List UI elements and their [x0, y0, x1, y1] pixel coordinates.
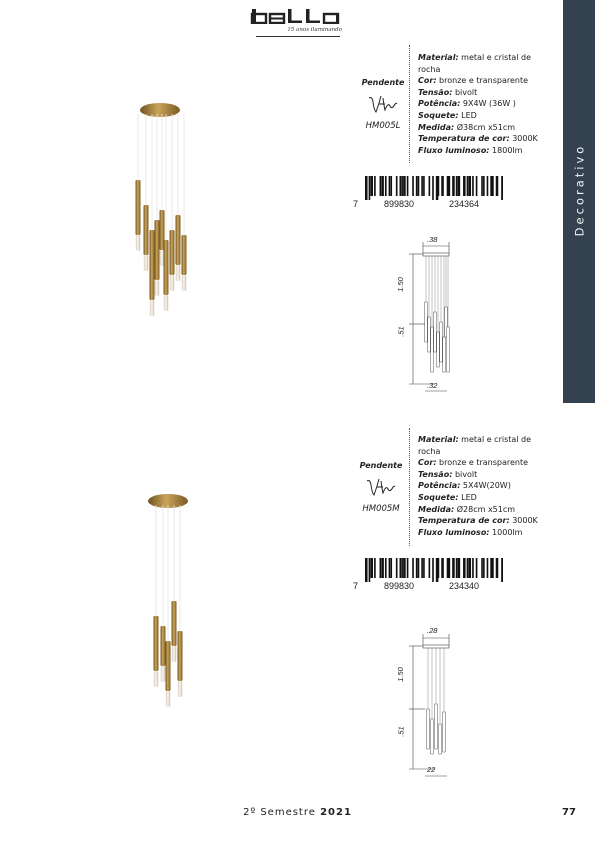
spec-value: 5X4W(20W) — [460, 481, 511, 491]
drawing-canopy — [423, 253, 449, 256]
drawing-tube — [443, 337, 446, 372]
lamp-tube — [176, 215, 181, 265]
barcode-bar — [441, 558, 444, 578]
spec-value: Ø28cm x51cm — [454, 504, 516, 514]
barcode-bar — [456, 176, 458, 196]
divider-dotted — [409, 45, 410, 163]
spec-key: Tensão: — [418, 469, 453, 479]
spec-value: 3000K — [509, 134, 538, 144]
barcode-last-digits: 234340 — [449, 581, 480, 591]
spec-list-hm005m — [418, 434, 553, 538]
bella-logo-mark — [250, 8, 346, 24]
barcode-bar — [385, 176, 387, 196]
spec-value: Ø38cm x51cm — [454, 122, 516, 132]
spec-value: 9X4W (36W ) — [460, 99, 516, 109]
barcode-hm005l — [353, 176, 503, 216]
lamp-tube — [150, 230, 155, 300]
product-code: HM005L — [365, 121, 401, 131]
barcode-bar — [469, 176, 472, 196]
spec-key: Potência: — [418, 481, 461, 491]
barcode-bar — [452, 176, 455, 196]
product-photo-hm005m — [108, 486, 228, 726]
barcode-bar — [501, 176, 503, 200]
spec-row — [418, 515, 553, 527]
barcode-bar — [369, 176, 371, 200]
barcode-bars — [365, 558, 503, 582]
product-label-hm005l — [358, 78, 408, 138]
spec-row — [418, 122, 553, 134]
barcode-bar — [380, 558, 382, 578]
barcode-bar — [441, 176, 444, 196]
dim-total-height: 1.50 — [395, 667, 405, 682]
spec-row — [418, 98, 553, 110]
drawing-tube — [439, 724, 442, 754]
barcode-bar — [416, 558, 418, 578]
barcode-bar — [432, 176, 434, 200]
spec-key: Soquete: — [418, 110, 459, 120]
barcode-bar — [438, 558, 440, 578]
barcode-bar — [403, 176, 406, 196]
footer-year: 2021 — [320, 807, 352, 818]
barcode-bar — [412, 558, 414, 578]
lamp-crystal — [176, 265, 180, 281]
lamp-tube — [144, 205, 149, 255]
lamp-tube — [178, 631, 183, 681]
barcode-bar — [412, 176, 414, 196]
barcode-last-digits: 234364 — [449, 199, 480, 209]
drawing-tube — [447, 327, 450, 372]
spec-value: bronze e transparente — [436, 458, 529, 468]
drawing-tube — [431, 719, 434, 754]
drawing-tube — [428, 317, 431, 352]
barcode-bar — [496, 176, 499, 196]
spec-row — [418, 457, 553, 469]
barcode-first-digit: 7 — [353, 199, 359, 209]
dimension-drawing-hm005l — [395, 232, 475, 392]
barcode-bar — [403, 558, 406, 578]
spec-row — [418, 504, 553, 516]
barcode-bar — [476, 176, 478, 196]
barcode-bar — [463, 558, 466, 578]
barcode-bars — [365, 176, 503, 200]
barcode-bar — [374, 176, 376, 196]
dim-bottom-width: .32 — [427, 381, 438, 390]
barcode-bar — [389, 558, 391, 578]
drawing-tube — [434, 312, 437, 352]
spec-row — [418, 527, 553, 539]
barcode-bar — [449, 176, 451, 196]
barcode-bar — [423, 176, 425, 196]
barcode-hm005m — [353, 558, 503, 598]
barcode-bar — [458, 176, 461, 196]
barcode-bar — [385, 558, 387, 578]
barcode-bar — [432, 558, 434, 582]
barcode-bar — [467, 558, 469, 578]
barcode-bar — [407, 176, 409, 196]
footer-semester-prefix: 2º Semestre — [243, 807, 321, 818]
drawing-tube — [435, 704, 438, 749]
barcode-bar — [487, 558, 489, 578]
footer-semester — [0, 807, 595, 818]
barcode-bar — [469, 558, 472, 578]
spec-key: Temperatura de cor: — [418, 134, 510, 144]
spec-key: Temperatura de cor: — [418, 516, 510, 526]
spec-value: LED — [458, 492, 477, 502]
lamp-tube — [172, 601, 177, 646]
barcode-bar — [421, 176, 423, 196]
dim-bottom-width: 22 — [427, 765, 436, 774]
barcode-bar — [390, 558, 392, 578]
spec-row — [418, 145, 553, 157]
spec-row — [418, 52, 553, 75]
lamp-crystal — [144, 255, 148, 271]
barcode-bar — [418, 558, 420, 578]
pendant-lamp-image — [100, 95, 220, 345]
spec-value: bivolt — [452, 87, 478, 97]
spec-row — [418, 87, 553, 99]
spec-row — [418, 75, 553, 87]
drawing-tube — [425, 302, 428, 342]
barcode-bar — [487, 176, 489, 196]
category-label-wrap — [563, 110, 595, 270]
barcode-bar — [452, 558, 455, 578]
lamp-crystal — [136, 235, 140, 251]
product-photo-hm005l — [100, 95, 220, 345]
vita-signature-icon — [366, 92, 400, 116]
product-code: HM005M — [362, 504, 400, 514]
drawing-tube — [431, 327, 434, 372]
barcode-bar — [381, 558, 384, 578]
barcode-bar — [423, 558, 425, 578]
dim-top-width: .38 — [427, 235, 438, 244]
lamp-crystal — [166, 691, 170, 707]
lamp-tube — [170, 230, 175, 275]
spec-key: Potência: — [418, 99, 461, 109]
spec-row — [418, 133, 553, 145]
spec-row — [418, 110, 553, 122]
logo-underline — [256, 36, 340, 37]
brand-logo — [250, 8, 346, 38]
barcode-bar — [396, 176, 398, 196]
spec-list-hm005l — [418, 52, 553, 156]
spec-key: Fluxo luminoso: — [418, 145, 490, 155]
spec-value: bivolt — [452, 469, 478, 479]
spec-row — [418, 434, 553, 457]
dim-lower-height: .51 — [396, 326, 406, 337]
lamp-tube — [136, 180, 141, 235]
drawing-tube — [437, 332, 440, 367]
barcode-bar — [418, 176, 420, 196]
barcode-bar — [374, 558, 376, 578]
spec-row — [418, 492, 553, 504]
lamp-crystal — [150, 300, 154, 316]
lamp-tube — [182, 235, 187, 275]
spec-value: 1800lm — [489, 145, 523, 155]
lamp-tube — [161, 626, 166, 666]
spec-row — [418, 469, 553, 481]
barcode-bar — [365, 558, 368, 582]
spec-key: Tensão: — [418, 87, 453, 97]
barcode-bar — [501, 558, 503, 582]
lamp-crystal — [172, 646, 176, 662]
barcode-bar — [429, 558, 431, 578]
spec-key: Material: — [418, 53, 459, 62]
vita-signature-icon — [364, 475, 398, 499]
spec-value: 1000lm — [489, 527, 523, 537]
barcode-bar — [483, 558, 485, 578]
spec-row — [418, 480, 553, 492]
barcode-bar — [396, 558, 398, 578]
lamp-crystal — [178, 681, 182, 697]
barcode-bar — [449, 558, 451, 578]
lamp-crystal — [161, 666, 165, 682]
drawing-canopy — [423, 645, 449, 648]
lamp-crystal — [170, 275, 174, 291]
spec-value: LED — [458, 110, 477, 120]
lamp-tube — [164, 240, 169, 295]
dimension-drawing-hm005m — [395, 624, 475, 784]
divider-dotted — [409, 428, 410, 546]
barcode-bar — [421, 558, 423, 578]
spec-key: Soquete: — [418, 492, 459, 502]
barcode-bar — [380, 176, 382, 196]
barcode-bar — [370, 558, 373, 578]
barcode-bar — [472, 558, 474, 578]
spec-key: Cor: — [418, 76, 437, 86]
spec-key: Medida: — [418, 504, 455, 514]
pendant-lamp-image — [108, 486, 228, 726]
barcode-middle-digits: 899830 — [384, 199, 415, 209]
barcode-bar — [438, 176, 440, 196]
lamp-crystal — [155, 280, 159, 296]
spec-value: bronze e transparente — [436, 76, 529, 86]
barcode-bar — [365, 176, 368, 200]
barcode-middle-digits: 899830 — [384, 581, 415, 591]
drawing-tube — [440, 322, 443, 362]
barcode-bar — [463, 176, 466, 196]
spec-key: Material: — [418, 435, 459, 444]
lamp-crystal — [154, 671, 158, 687]
barcode-bar — [429, 176, 431, 196]
barcode-bar — [456, 558, 458, 578]
barcode-bar — [401, 176, 403, 196]
barcode-bar — [492, 176, 494, 196]
drawing-tube — [427, 709, 430, 749]
barcode-bar — [458, 558, 461, 578]
barcode-bar — [400, 558, 402, 578]
product-type: Pendente — [359, 461, 403, 470]
barcode-bar — [492, 558, 494, 578]
lamp-tube — [154, 616, 159, 671]
barcode-bar — [467, 176, 469, 196]
lamp-crystal — [182, 275, 186, 291]
barcode-bar — [389, 176, 391, 196]
barcode-bar — [381, 176, 384, 196]
barcode-bar — [416, 176, 418, 196]
barcode-bar — [400, 176, 402, 196]
page-number: 77 — [562, 807, 576, 818]
product-type: Pendente — [361, 78, 405, 87]
spec-key: Medida: — [418, 122, 455, 132]
spec-value: 3000K — [509, 516, 538, 526]
product-label-hm005m — [356, 461, 406, 521]
barcode-bar — [496, 558, 499, 578]
barcode-bar — [483, 176, 485, 196]
barcode-bar — [369, 558, 371, 582]
lamp-tube — [155, 220, 160, 280]
barcode-bar — [472, 176, 474, 196]
drawing-tube — [443, 712, 446, 752]
spec-value: metal e cristal de rocha — [418, 53, 532, 74]
spec-value: metal e cristal de rocha — [418, 435, 532, 456]
technical-drawing — [395, 232, 475, 397]
barcode-bar — [476, 558, 478, 578]
barcode-bar — [370, 176, 373, 196]
lamp-crystal — [164, 295, 168, 311]
barcode-bar — [481, 558, 483, 578]
lamp-tube — [166, 641, 171, 691]
barcode-first-digit: 7 — [353, 581, 359, 591]
spec-key: Fluxo luminoso: — [418, 527, 490, 537]
barcode-bar — [401, 558, 403, 578]
barcode-bar — [390, 176, 392, 196]
barcode-bar — [407, 558, 409, 578]
spec-key: Cor: — [418, 458, 437, 468]
dim-top-width: .28 — [427, 626, 438, 635]
logo-tagline: 15 anos iluminando — [287, 27, 342, 33]
barcode-bar — [481, 176, 483, 196]
dim-total-height: 1.50 — [395, 277, 405, 292]
category-label: Decorativo — [572, 143, 586, 237]
dim-lower-height: .51 — [396, 726, 406, 737]
